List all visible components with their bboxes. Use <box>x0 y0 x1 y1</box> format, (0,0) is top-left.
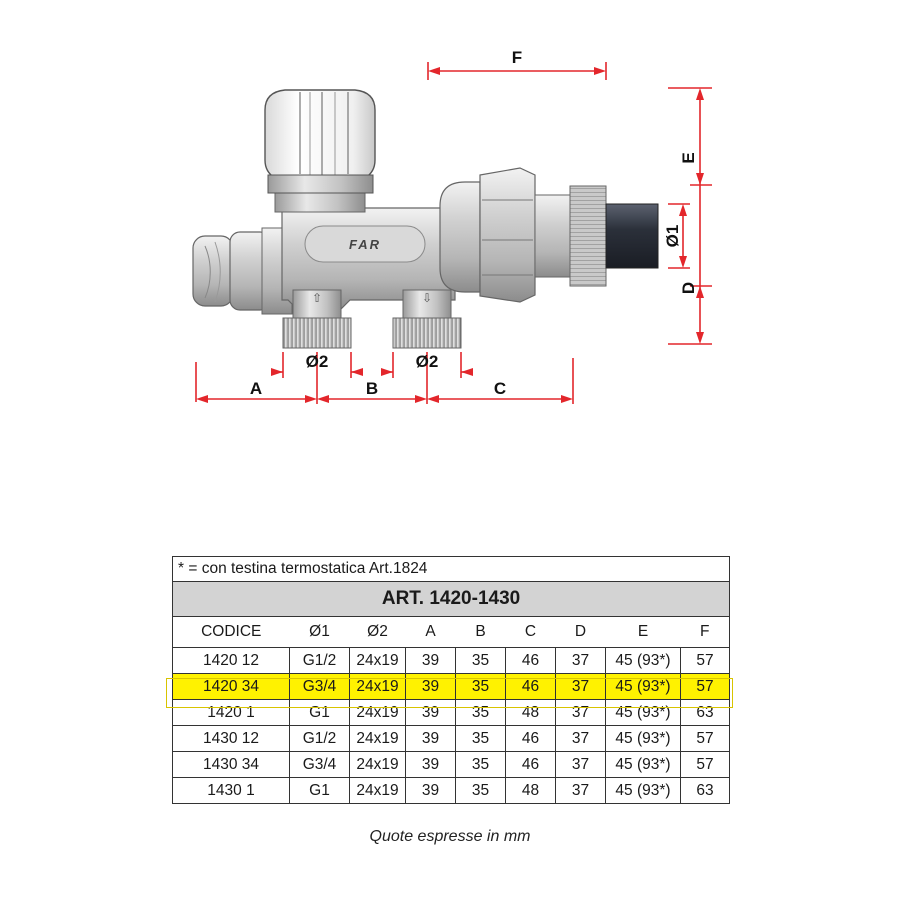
cell-phi1: G1/2 <box>290 648 350 674</box>
cell-c: 46 <box>506 648 556 674</box>
cell-phi2: 24x19 <box>350 674 406 700</box>
header-b: B <box>475 623 486 640</box>
cell-d: 37 <box>556 674 606 700</box>
table-title: ART. 1420-1430 <box>173 582 730 617</box>
cell-c: 46 <box>506 674 556 700</box>
cell-phi2: 24x19 <box>350 700 406 726</box>
cell-codice: 1420 1 <box>173 700 290 726</box>
cell-c: 48 <box>506 778 556 804</box>
cell-a: 39 <box>406 752 456 778</box>
header-phi1: Ø1 <box>309 623 330 640</box>
cell-f: 57 <box>681 674 730 700</box>
cell-phi1: G3/4 <box>290 674 350 700</box>
table-row <box>173 700 730 726</box>
union-nut <box>480 168 535 302</box>
cell-e: 45 (93*) <box>606 778 681 804</box>
svg-text:⇧: ⇧ <box>311 291 323 305</box>
cell-b: 35 <box>456 752 506 778</box>
cell-codice: 1420 34 <box>173 674 290 700</box>
table-header-row <box>173 617 730 648</box>
cell-b: 35 <box>456 648 506 674</box>
cell-phi2: 24x19 <box>350 778 406 804</box>
cell-c: 46 <box>506 726 556 752</box>
cell-a: 39 <box>406 674 456 700</box>
valve-body <box>193 168 658 348</box>
cell-b: 35 <box>456 778 506 804</box>
cell-phi2: 24x19 <box>350 648 406 674</box>
cell-codice: 1430 12 <box>173 726 290 752</box>
dim-label-A: A <box>249 379 263 398</box>
outlet-return <box>393 290 461 348</box>
pipe <box>606 204 658 268</box>
cell-c: 48 <box>506 700 556 726</box>
outlet-supply <box>283 290 351 348</box>
header-c: C <box>524 623 537 640</box>
header-codice: CODICE <box>173 617 290 648</box>
table-row <box>173 778 730 804</box>
cell-f: 57 <box>681 648 730 674</box>
cell-f: 57 <box>681 752 730 778</box>
cell-phi2: 24x19 <box>350 726 406 752</box>
cell-phi1: G1 <box>290 778 350 804</box>
cell-codice: 1420 12 <box>173 648 290 674</box>
cell-e: 45 (93*) <box>606 648 681 674</box>
svg-text:⇩: ⇩ <box>421 291 433 305</box>
cell-codice: 1430 34 <box>173 752 290 778</box>
cell-phi2: 24x19 <box>350 752 406 778</box>
cell-f: 63 <box>681 778 730 804</box>
cell-f: 57 <box>681 726 730 752</box>
table-row <box>173 752 730 778</box>
cell-f: 63 <box>681 700 730 726</box>
cell-e: 45 (93*) <box>606 674 681 700</box>
dim-label-E: E <box>679 152 698 164</box>
dim-label-C: C <box>493 379 507 398</box>
table-note: * = con testina termostatica Art.1824 <box>173 557 730 582</box>
cell-b: 35 <box>456 674 506 700</box>
cell-a: 39 <box>406 726 456 752</box>
cell-e: 45 (93*) <box>606 700 681 726</box>
valve-handwheel <box>265 90 375 193</box>
brand-mark: FAR <box>349 237 381 252</box>
table-row <box>173 648 730 674</box>
header-a: A <box>425 623 436 640</box>
cell-a: 39 <box>406 778 456 804</box>
header-phi2: Ø2 <box>367 623 388 640</box>
units-footnote: Quote espresse in mm <box>369 828 531 845</box>
cell-b: 35 <box>456 700 506 726</box>
cell-phi1: G1 <box>290 700 350 726</box>
dim-label-B: B <box>365 379 379 398</box>
header-e: E <box>637 623 649 640</box>
cell-phi1: G1/2 <box>290 726 350 752</box>
header-d: D <box>574 623 587 640</box>
cell-e: 45 (93*) <box>606 726 681 752</box>
table-row-highlighted <box>173 674 730 700</box>
dim-label-D: D <box>679 281 698 295</box>
cell-c: 46 <box>506 752 556 778</box>
cell-d: 37 <box>556 726 606 752</box>
cell-a: 39 <box>406 648 456 674</box>
dim-label-phi2-left: Ø2 <box>305 352 329 371</box>
cell-b: 35 <box>456 726 506 752</box>
cell-a: 39 <box>406 700 456 726</box>
cell-phi1: G3/4 <box>290 752 350 778</box>
cell-d: 37 <box>556 752 606 778</box>
header-f: F <box>681 617 730 648</box>
dim-label-phi1: Ø1 <box>663 224 682 248</box>
cell-codice: 1430 1 <box>173 778 290 804</box>
dim-label-F: F <box>511 48 523 67</box>
table-row <box>173 726 730 752</box>
dim-label-phi2-right: Ø2 <box>415 352 439 371</box>
cell-d: 37 <box>556 648 606 674</box>
cell-d: 37 <box>556 700 606 726</box>
spec-table <box>172 556 730 804</box>
cell-d: 37 <box>556 778 606 804</box>
cell-e: 45 (93*) <box>606 752 681 778</box>
